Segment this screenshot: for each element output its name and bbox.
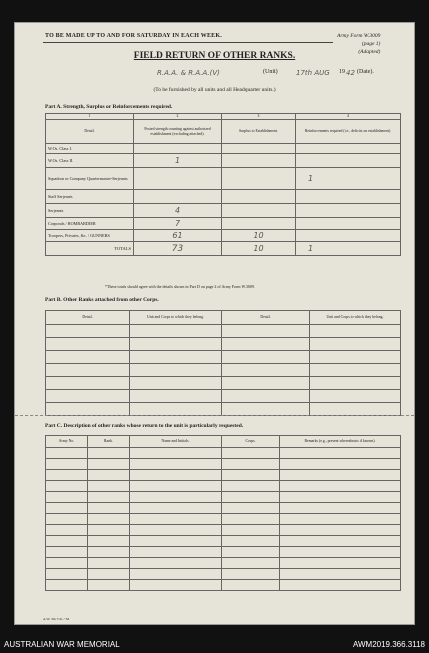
- table-row-cell: [280, 448, 401, 459]
- part-c-header-corps: Corps.: [222, 436, 280, 448]
- col-detail-header: Detail.: [46, 120, 134, 144]
- table-row-cell: [130, 547, 222, 558]
- header-rule: [43, 42, 333, 43]
- table-row-cell: [130, 492, 222, 503]
- table-row-cell: [280, 569, 401, 580]
- table-row-cell: [310, 377, 401, 390]
- cell-surplus: [222, 218, 296, 230]
- part-c-title: Part C. Description of other ranks whose return to the unit is particularly requested.: [45, 423, 244, 429]
- table-row-cell: [310, 364, 401, 377]
- table-row-cell: [88, 459, 130, 470]
- table-row-cell: [130, 481, 222, 492]
- table-row-cell: [280, 536, 401, 547]
- cell-posted: [134, 190, 222, 204]
- table-row-cell: [130, 351, 222, 364]
- part-a-title: Part A. Strength, Surplus or Reinforcements required.: [45, 104, 173, 110]
- col-number-2: 2: [134, 114, 222, 120]
- totals-reinforcements: 1: [296, 242, 401, 256]
- cell-surplus: [222, 144, 296, 154]
- table-row-cell: [46, 503, 88, 514]
- table-row-cell: [130, 536, 222, 547]
- table-row-cell: [222, 503, 280, 514]
- part-c-table: [45, 435, 401, 591]
- form-name: Army Form W.3009: [337, 33, 381, 39]
- table-row-cell: [222, 338, 310, 351]
- table-row-cell: [280, 558, 401, 569]
- table-row-cell: [46, 569, 88, 580]
- part-a-table: [45, 113, 401, 256]
- table-row-cell: [130, 470, 222, 481]
- cell-reinforcements: [296, 190, 401, 204]
- row-label: Corporals / BOMBARDIER: [46, 218, 134, 230]
- table-row-cell: [46, 325, 130, 338]
- table-row-cell: [280, 503, 401, 514]
- table-row-cell: [222, 390, 310, 403]
- table-row-cell: [222, 377, 310, 390]
- row-label: Staff Serjeants: [46, 190, 134, 204]
- totals-footnote: *These totals should agree with the details shown in Part D on page 2 of Army Form W.3009.: [105, 284, 255, 289]
- table-row-cell: [130, 558, 222, 569]
- table-row-cell: [280, 514, 401, 525]
- table-row-cell: [88, 525, 130, 536]
- form-page-number: (page 1): [361, 41, 381, 47]
- cell-posted: 61: [134, 230, 222, 242]
- form-adapted: (Adapted): [358, 49, 381, 55]
- table-row-cell: [222, 351, 310, 364]
- table-row-cell: [130, 580, 222, 591]
- row-label: W.Os. Class II.: [46, 154, 134, 168]
- table-row-cell: [46, 481, 88, 492]
- table-row-cell: [88, 547, 130, 558]
- unit-label: (Unit): [263, 69, 278, 75]
- table-row-cell: [88, 580, 130, 591]
- table-row-cell: [222, 569, 280, 580]
- part-b-header-unit-1: Unit and Corps to which they belong.: [130, 311, 222, 325]
- table-row-cell: [130, 569, 222, 580]
- part-c-header-rank: Rank.: [88, 436, 130, 448]
- totals-surplus: 10: [222, 242, 296, 256]
- col-number-4: 4: [296, 114, 401, 120]
- table-row-cell: [222, 536, 280, 547]
- table-row-cell: [130, 403, 222, 416]
- table-row-cell: [130, 390, 222, 403]
- printer-mark: A.W. 3m 7/41 / 'M: [43, 617, 70, 621]
- part-c-header-army-no: Army No.: [46, 436, 88, 448]
- table-row-cell: [280, 492, 401, 503]
- table-row-cell: [46, 459, 88, 470]
- table-row-cell: [88, 503, 130, 514]
- table-row-cell: [222, 558, 280, 569]
- table-row-cell: [222, 492, 280, 503]
- table-row-cell: [280, 525, 401, 536]
- table-row-cell: [88, 470, 130, 481]
- table-row-cell: [222, 325, 310, 338]
- table-row-cell: [88, 569, 130, 580]
- table-row-cell: [130, 459, 222, 470]
- cell-reinforcements: [296, 144, 401, 154]
- row-label: Troopers, Privates, &c. / GUNNERS: [46, 230, 134, 242]
- cell-surplus: [222, 204, 296, 218]
- table-row-cell: [46, 525, 88, 536]
- part-b-header-detail-1: Detail.: [46, 311, 130, 325]
- table-row-cell: [46, 547, 88, 558]
- totals-posted: 73: [134, 242, 222, 256]
- table-row-cell: [46, 448, 88, 459]
- table-row-cell: [46, 492, 88, 503]
- unit-handwritten: R.A.A. & R.A.A.(V): [157, 69, 220, 77]
- year-prefix: 19: [339, 69, 345, 75]
- part-b-table: [45, 310, 401, 416]
- part-c-header-name: Name and Initials.: [130, 436, 222, 448]
- part-b-title: Part B. Other Ranks attached from other Corps.: [45, 297, 159, 303]
- cell-surplus: [222, 168, 296, 190]
- cell-surplus: [222, 190, 296, 204]
- col-reinforcements-header: Reinforcements required (i.e., deficits on establishment).: [296, 120, 401, 144]
- table-row-cell: [46, 338, 130, 351]
- table-row-cell: [222, 481, 280, 492]
- table-row-cell: [88, 536, 130, 547]
- table-row-cell: [130, 448, 222, 459]
- cell-reinforcements: [296, 154, 401, 168]
- form-title: FIELD RETURN OF OTHER RANKS.: [133, 51, 296, 61]
- table-row-cell: [280, 459, 401, 470]
- table-row-cell: [310, 351, 401, 364]
- table-row-cell: [88, 492, 130, 503]
- table-row-cell: [222, 364, 310, 377]
- table-row-cell: [280, 580, 401, 591]
- cell-reinforcements: 1: [296, 168, 401, 190]
- table-row-cell: [46, 470, 88, 481]
- cell-surplus: [222, 154, 296, 168]
- table-row-cell: [310, 325, 401, 338]
- table-row-cell: [130, 525, 222, 536]
- table-row-cell: [222, 403, 310, 416]
- col-number-1: 1: [46, 114, 134, 120]
- year-handwritten: 42: [346, 69, 355, 77]
- date-label: (Date).: [357, 69, 374, 75]
- totals-label: TOTALS: [46, 242, 134, 256]
- table-row-cell: [222, 459, 280, 470]
- table-row-cell: [280, 481, 401, 492]
- table-row-cell: [88, 481, 130, 492]
- table-row-cell: [280, 470, 401, 481]
- row-label: Squadron or Company Quartermaster-Serjeants: [46, 168, 134, 190]
- cell-reinforcements: [296, 204, 401, 218]
- header-instruction: TO BE MADE UP TO AND FOR SATURDAY IN EACH WEEK.: [45, 33, 222, 39]
- table-row-cell: [222, 547, 280, 558]
- cell-reinforcements: [296, 218, 401, 230]
- table-row-cell: [130, 364, 222, 377]
- table-row-cell: [88, 558, 130, 569]
- cell-posted: [134, 144, 222, 154]
- form-page: [14, 22, 415, 625]
- cell-surplus: 10: [222, 230, 296, 242]
- cell-posted: 1: [134, 154, 222, 168]
- row-label: W.Os. Class I.: [46, 144, 134, 154]
- table-row-cell: [222, 470, 280, 481]
- table-row-cell: [46, 536, 88, 547]
- table-row-cell: [46, 580, 88, 591]
- table-row-cell: [130, 514, 222, 525]
- col-posted-strength-header: Posted strength counting against authorized establishment (excluding attached).: [134, 120, 222, 144]
- table-row-cell: [130, 338, 222, 351]
- table-row-cell: [46, 558, 88, 569]
- table-row-cell: [130, 325, 222, 338]
- table-row-cell: [130, 503, 222, 514]
- table-row-cell: [46, 390, 130, 403]
- table-row-cell: [310, 338, 401, 351]
- date-handwritten: 17th AUG: [296, 69, 330, 77]
- part-b-header-unit-2: Unit and Corps to which they belong.: [310, 311, 401, 325]
- table-row-cell: [310, 403, 401, 416]
- table-row-cell: [46, 364, 130, 377]
- table-row-cell: [88, 514, 130, 525]
- table-row-cell: [88, 448, 130, 459]
- table-row-cell: [46, 514, 88, 525]
- caption-accession-number: AWM2019.366.3118: [352, 640, 425, 649]
- row-label: Serjeants: [46, 204, 134, 218]
- cell-posted: 7: [134, 218, 222, 230]
- table-row-cell: [222, 514, 280, 525]
- part-b-header-detail-2: Detail.: [222, 311, 310, 325]
- caption-institution: AUSTRALIAN WAR MEMORIAL: [4, 640, 120, 649]
- furnish-note: (To be furnished by all units and all Headquarter units.): [153, 87, 276, 93]
- table-row-cell: [46, 351, 130, 364]
- part-c-header-remarks: Remarks (e.g., present whereabouts if known).: [280, 436, 401, 448]
- cell-posted: 4: [134, 204, 222, 218]
- table-row-cell: [222, 525, 280, 536]
- table-row-cell: [222, 448, 280, 459]
- table-row-cell: [46, 403, 130, 416]
- table-row-cell: [280, 547, 401, 558]
- table-row-cell: [130, 377, 222, 390]
- fold-line: [15, 415, 414, 416]
- table-row-cell: [222, 580, 280, 591]
- table-row-cell: [310, 390, 401, 403]
- cell-reinforcements: [296, 230, 401, 242]
- col-surplus-header: Surplus to Establishment.: [222, 120, 296, 144]
- col-number-3: 3: [222, 114, 296, 120]
- table-row-cell: [46, 377, 130, 390]
- cell-posted: [134, 168, 222, 190]
